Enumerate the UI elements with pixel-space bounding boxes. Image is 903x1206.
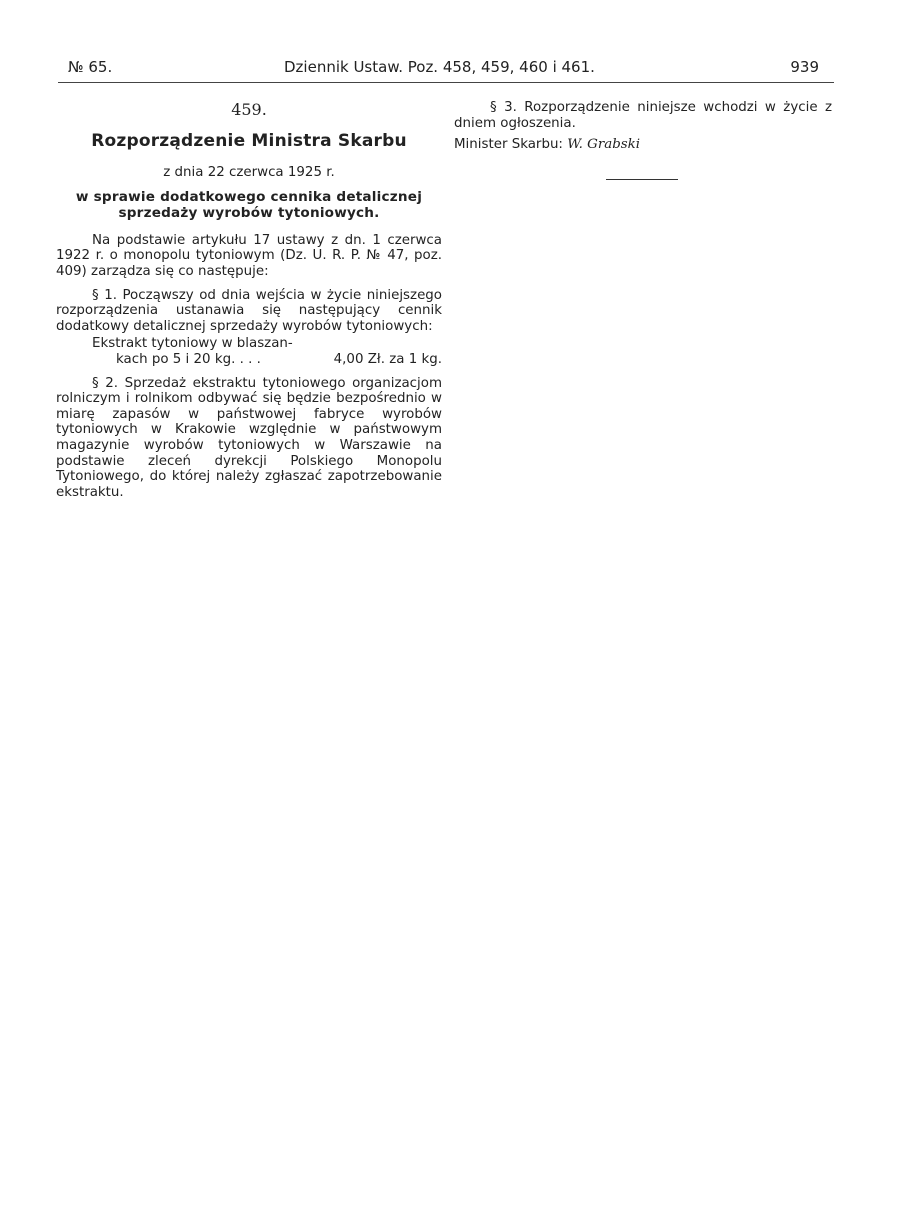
- position-number: 459.: [231, 100, 267, 119]
- paragraph-2: § 2. Sprzedaż ekstraktu tytoniowego organizacjom rolniczym i rolnikom odbywać się będzie bezpośrednio w miarę zapasów w państwowej fabryce wyrobów tytoniowych w Krakowie względnie w państwowym magazynie wyrobów tytoniowych w Warszawie na podstawie zleceń dyrekcji Polskiego Monopolu Tytoniowego, do której należy zgłaszać zapotrzebowanie ekstraktu.: [56, 375, 442, 500]
- paragraph-3: § 3. Rozporządzenie niniejsze wchodzi w życie z dniem ogłoszenia.: [454, 100, 832, 131]
- page-number: 939: [790, 58, 819, 76]
- price-item-value: 4,00 Zł. za 1 kg.: [333, 351, 442, 367]
- issue-number: № 65.: [68, 58, 113, 76]
- price-item-line2: [116, 352, 442, 368]
- regulation-heading: Rozporządzenie Ministra Skarbu: [91, 130, 407, 151]
- page-header: [58, 58, 819, 80]
- regulation-subject: w sprawie dodatkowego cennika detalicznej sprzedaży wyrobów tytoniowych.: [75, 188, 423, 221]
- signature-label: Minister Skarbu:: [454, 137, 563, 153]
- price-item-desc: kach po 5 i 20 kg. . . .: [116, 351, 261, 367]
- journal-title: Dziennik Ustaw. Poz. 458, 459, 460 i 461.: [284, 58, 595, 76]
- left-column: [56, 100, 442, 508]
- right-column: [454, 100, 832, 153]
- signature-name: W. Grabski: [567, 137, 641, 153]
- preamble-paragraph: Na podstawie artykułu 17 ustawy z dn. 1 czerwca 1922 r. o monopolu tytoniowym (Dz. U. R. P. № 47, poz. 409) zarządza się co następuje:: [56, 232, 442, 279]
- end-rule: [606, 179, 678, 180]
- paragraph-1: § 1. Począwszy od dnia wejścia w życie niniejszego rozporządzenia ustanawia się następujący cennik dodatkowy detalicznej sprzedaży wyrobów tytoniowych:: [56, 287, 442, 334]
- price-item-line1: Ekstrakt tytoniowy w blaszan-: [92, 336, 293, 352]
- regulation-date: z dnia 22 czerwca 1925 r.: [163, 165, 335, 181]
- header-rule: [58, 82, 834, 83]
- signature: [454, 137, 832, 153]
